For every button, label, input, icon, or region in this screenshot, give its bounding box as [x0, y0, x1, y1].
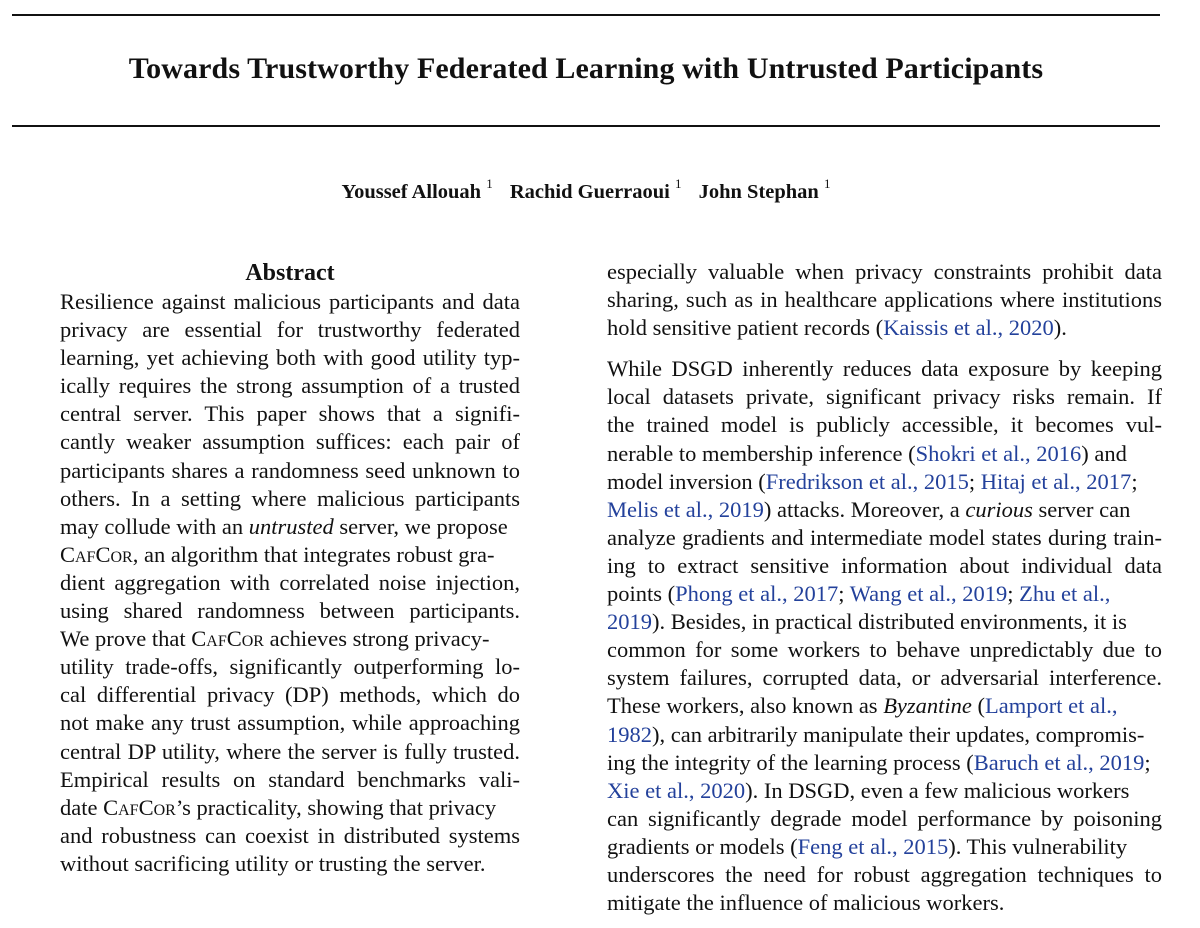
algorithm-name: CafCor: [191, 626, 264, 652]
abstract-column: [60, 258, 520, 878]
author-name: Youssef Allouah $^1$: [341, 176, 493, 203]
emphasis: curious: [965, 496, 1033, 522]
citation-link[interactable]: Lamport et al.,: [985, 693, 1118, 719]
emphasis: Byzantine: [883, 693, 972, 719]
title-bottom-rule: [12, 125, 1160, 127]
body-paragraph-2: While DSGD inherently reduces data exposure by keeping local datasets private, significant privacy risks remain. If the trained model is publicly accessible, it becomes vul- nerable to membership inference (Shokri et al., 2016) and model inversion (Fredrikson et al., 2015; Hitaj et al., 2017; Melis et al., 2019) attacks. Moreover, a curious server can analyze gradients and intermediate model states during train- ing to extract sensitive information about individual data points (Phong et al., 2017; Wang et al., 2019; Zhu et al., 2019). Besides, in practical distributed environments, it is common for some workers to behave unpredictably due to system failures, corrupted data, or adversarial interference. These workers, also known as Byzantine (Lamport et al., 1982), can arbitrarily manipulate their updates, compromis- ing the integrity of the learning process (Baruch et al., 2019; Xie et al., 2020). In DSGD, even a few malicious workers can significantly degrade model performance by poisoning gradients or models (Feng et al., 2015). This vulnerability underscores the need for robust aggregation techniques to mitigate the influence of malicious workers.: [607, 356, 1162, 916]
abstract-text: Resilience against malicious participants and data privacy are essential for trustworthy federated learning, yet achieving both with good utility typ- ically requires the strong assumption of a trusted central server. This paper shows that a signifi- cantly weaker assumption suffices: each pair of participants shares a randomness seed unknown to others. In a setting where malicious participants may collude with an untrusted server, we propose CafCor, an algorithm that integrates robust gra- dient aggregation with correlated noise injection, using shared randomness between participants. We prove that CafCor achieves strong privacy- utility trade-offs, significantly outperforming lo- cal differential privacy (DP) methods, which do not make any trust assumption, while approaching central DP utility, where the server is fully trusted. Empirical results on standard benchmarks vali- date CafCor’s practicality, showing that privacy and robustness can coexist in distributed systems without sacrificing utility or trusting the server.: [60, 289, 520, 876]
citation-link[interactable]: 2019: [607, 609, 652, 635]
affiliation-mark: 1: [675, 176, 682, 191]
citation-link[interactable]: Zhu et al.,: [1019, 581, 1111, 607]
affiliation-mark: 1: [823, 176, 831, 191]
citation-link[interactable]: Feng et al., 2015: [797, 833, 949, 859]
title-top-rule: [12, 14, 1160, 16]
author-name: Rachid Guerraoui $^1$: [509, 176, 682, 203]
citation-link[interactable]: 1982: [607, 721, 652, 747]
algorithm-name: CafCor: [103, 794, 176, 820]
paper-title: Towards Trustworthy Federated Learning with Untrusted Participants: [128, 52, 1044, 85]
citation-link[interactable]: Fredrikson et al., 2015: [765, 468, 969, 494]
citation-link[interactable]: Wang et al., 2019: [849, 581, 1008, 607]
citation-link[interactable]: Baruch et al., 2019: [973, 749, 1145, 775]
citation-link[interactable]: Hitaj et al., 2017: [980, 468, 1132, 494]
abstract-heading: Abstract: [245, 260, 335, 286]
author-list: [0, 178, 1172, 204]
author-name: John Stephan $^1$: [698, 176, 831, 203]
body-paragraph-1: especially valuable when privacy constraints prohibit data sharing, such as in healthcare applications where institutions hold sensitive patient records (Kaissis et al., 2020).: [607, 259, 1162, 341]
algorithm-name: CafCor: [60, 541, 133, 567]
emphasis: untrusted: [248, 513, 334, 539]
affiliation-mark: 1: [486, 176, 493, 191]
citation-link[interactable]: Xie et al., 2020: [607, 777, 746, 803]
citation-link[interactable]: Kaissis et al., 2020: [883, 315, 1054, 341]
citation-link[interactable]: Melis et al., 2019: [607, 496, 764, 522]
citation-link[interactable]: Shokri et al., 2016: [915, 440, 1082, 466]
citation-link[interactable]: Phong et al., 2017: [675, 581, 839, 607]
body-column: [607, 258, 1162, 917]
